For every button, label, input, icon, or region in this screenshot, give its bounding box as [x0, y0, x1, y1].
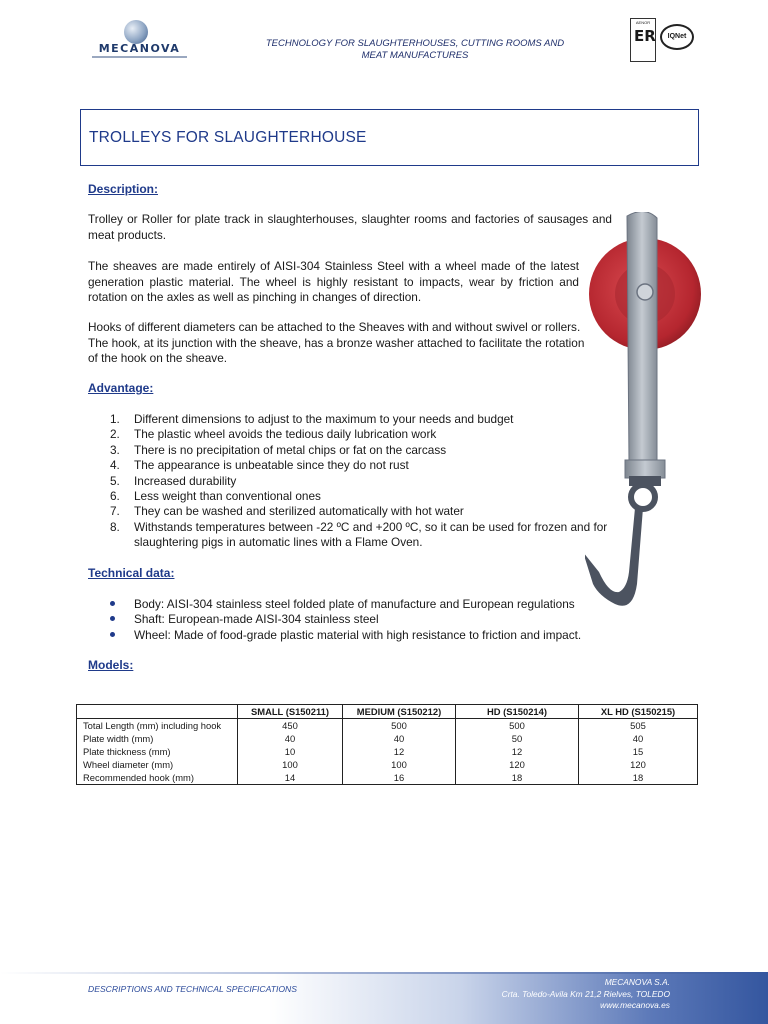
footer-company: MECANOVA S.A.	[604, 977, 670, 987]
aenor-certificate-icon: AENOR ER	[630, 18, 656, 62]
list-item: Body: AISI-304 stainless steel folded plate of manufacture and European regulations	[110, 597, 590, 612]
brand-name: MECANOVA	[98, 42, 181, 55]
footer-contact	[480, 977, 670, 1012]
list-item: 6. Less weight than conventional ones	[110, 489, 321, 504]
advantage-heading: Advantage:	[88, 381, 154, 395]
list-item: 2. The plastic wheel avoids the tedious daily lubrication work	[110, 427, 437, 442]
description-heading: Description:	[88, 182, 159, 196]
axle-icon	[637, 284, 653, 300]
list-item: 8. Withstands temperatures between -22 ºC and +200 ºC, so it can be used for frozen and for slaughtering pigs in automatic lines with a Flame Oven.	[110, 519, 608, 550]
hook-icon	[585, 508, 643, 606]
footer-web-link[interactable]: www.mecanova.es	[600, 1000, 670, 1010]
description-paragraph-2: The sheaves are made entirely of AISI-304 Stainless Steel with a wheel made of the latest generation plastic material. The wheel is highly resistant to impacts, wear by friction and rotation on the axles as well as pinching in changes of direction.	[88, 259, 579, 304]
table-row: Wheel diameter (mm) 100 100 120 120	[77, 758, 698, 771]
company-logo	[92, 20, 187, 62]
iqnet-certificate-icon: IQNet	[660, 24, 694, 50]
footer-address: Crta. Toledo-Avila Km 21,2 Rielves, TOLEDO	[501, 988, 670, 999]
list-item: 5. Increased durability	[110, 473, 237, 488]
list-item: 7. They can be washed and sterilized automatically with hot water	[110, 504, 464, 519]
list-item: 1. Different dimensions to adjust to the maximum to your needs and budget	[110, 412, 514, 426]
table-row: Plate thickness (mm) 10 12 12 15	[77, 745, 698, 758]
table-header-row: SMALL (S150211) MEDIUM (S150212) HD (S150214) XL HD (S150215)	[77, 705, 698, 719]
description-paragraph-3: Hooks of different diameters can be attached to the Sheaves with and without swivel or rollers. The hook, at its junction with the sheave, has a bronze washer attached to facilitate the rotation of the hook on the sheave.	[88, 320, 585, 365]
bullet-icon	[110, 601, 115, 606]
page-title: TROLLEYS FOR SLAUGHTERHOUSE	[89, 129, 367, 146]
list-item: Wheel: Made of food-grade plastic material with high resistance to friction and impact.	[110, 628, 590, 643]
bullet-icon	[110, 616, 115, 621]
list-item: 4. The appearance is unbeatable since they do not rust	[110, 458, 409, 473]
title-box	[80, 109, 699, 166]
models-table	[76, 704, 698, 785]
technical-list	[110, 597, 590, 643]
table-row: Plate width (mm) 40 40 50 40	[77, 732, 698, 745]
advantage-list	[110, 412, 620, 551]
footer-left-text: DESCRIPTIONS AND TECHNICAL SPECIFICATIONS	[88, 984, 297, 994]
trolley-image	[585, 212, 705, 632]
list-item: Shaft: European-made AISI-304 stainless steel	[110, 612, 590, 627]
bullet-icon	[110, 632, 115, 637]
certification-logos	[630, 18, 698, 62]
list-item: 3. There is no precipitation of metal chips or fat on the carcass	[110, 442, 447, 457]
logo-globe-icon	[124, 20, 148, 44]
description-paragraph-1: Trolley or Roller for plate track in slaughterhouses, slaughter rooms and factories of sausages and meat products.	[88, 212, 612, 242]
table-row: Recommended hook (mm) 14 16 18 18	[77, 771, 698, 785]
header-tagline: TECHNOLOGY FOR SLAUGHTERHOUSES, CUTTING ROOMS AND MEAT MANUFACTURES	[265, 38, 565, 61]
plate-icon	[627, 212, 657, 462]
models-heading: Models:	[88, 658, 134, 672]
technical-heading: Technical data:	[88, 566, 175, 580]
table-row: Total Length (mm) including hook 450 500 500 505	[77, 719, 698, 733]
